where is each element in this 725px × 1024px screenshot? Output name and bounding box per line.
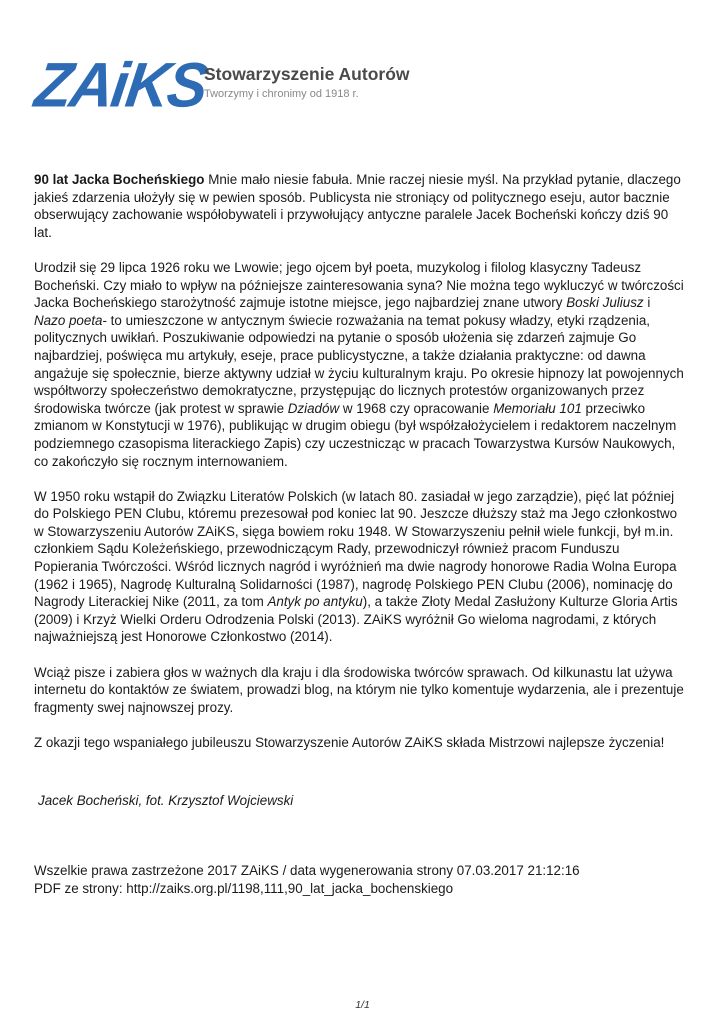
text-run: przeciwko zmianom w Konstytucji w 1976), publikując w drugim obiegu (był współzałożycielem i redaktorem naczelnym podziemnego czasopisma literackiego Zapis) czy uczestnicząc w pracach Towarzystwa Kursów Naukowych, co zakończyło się rocznym internowaniem. [34,400,677,469]
title-nazo-poeta: Nazo poeta [34,312,103,328]
text-run: w 1968 czy opracowanie [339,400,494,416]
page-header [30,49,460,121]
footer-source-url: PDF ze strony: http://zaiks.org.pl/1198,111,90_lat_jacka_bochenskiego [34,880,454,896]
title-memorial-101: Memoriału 101 [493,400,582,416]
paragraph-wishes: Z okazji tego wspaniałego jubileuszu Stowarzyszenie Autorów ZAiKS składa Mistrzowi najlepsze życzenia! [34,735,665,750]
page-footer [34,862,580,897]
title-antyk-po-antyku: Antyk po antyku [267,594,363,610]
title-boski-juliusz: Boski Juliusz [566,295,644,311]
paragraph-awards [34,488,684,646]
footer-rights: Wszelkie prawa zastrzeżone 2017 ZAiKS / data wygenerowania strony 07.03.2017 21:12:16 [34,863,580,878]
title-dziady: Dziadów [287,400,340,416]
org-tagline: Tworzymy i chronimy od 1918 r. [204,88,359,100]
article-title: 90 lat Jacka Bocheńskiego [34,172,205,187]
org-name: Stowarzyszenie Autorów [204,64,410,84]
zaiks-logo: ZAiKS [30,49,211,121]
photo-caption: Jacek Bocheński, fot. Krzysztof Wojciewski [38,793,294,808]
text-run: - to umieszczone w antycznym świecie rozważania na temat pokusy władzy, etyki rządzenia, politycznych uwikłań. Poszukiwanie odpowiedzi na pytanie o sposób ułożenia się zdarzeń zajmuje Go najbardziej, poświęca mu artykuły, eseje, prace publicystyczne, a także działania praktyczne: od dawna angażuje się społecznie, bierze aktywny udział w życiu kulturalnym kraju. Po okresie hipnozy lat powojennych współtworzy społeczeństwo demokratyczne, przystępując do licznych protestów organizowanych przez środowiska twórcze (jak protest w sprawie [34,312,684,416]
paragraph-blog: Wciąż pisze i zabiera głos w ważnych dla kraju i dla środowiska twórców sprawach. Od kilkunastu lat używa internetu do kontaktów ze światem, prowadzi blog, na którym nie tylko komentuje wydarzenia, ale i prezentuje fragmenty swej najnowszej prozy. [34,664,684,715]
text-run: Urodził się 29 lipca 1926 roku we Lwowie; jego ojcem był poeta, muzykolog i filolog klasyczny Tadeusz Bocheński. Czy miało to wpływ na późniejsze zainteresowania syna? Nie można tego wykluczyć w twórczości Jacka Bocheńskiego starożytność zajmuje istotne miejsce, jego najbardziej znane utwory [34,259,684,311]
lead-text: Mnie mało niesie fabuła. Mnie raczej niesie myśl. Na przykład pytanie, dlaczego jakieś zdarzenia ułożyły się w pewien sposób. Publicysta nie stroniący od politycznego eseju, autor bacznie obserwujący zachowanie współobywateli i przywołujący antyczne paralele Jacek Bocheński kończy dziś 90 lat. [34,172,681,240]
paragraph-lead [34,171,684,241]
text-run: i [643,295,651,311]
page-number: 1/1 [355,999,370,1011]
paragraph-biography [34,259,684,470]
text-run: ), a także Złoty Medal Zasłużony Kulturze Gloria Artis (2009) i Krzyż Wielki Orderu Odrodzenia Polski (2013). ZAiKS wyróżnił Go wieloma nagrodami, z których najważniejszą jest Honorowe Członkostwo (2014). [34,594,678,645]
text-run: W 1950 roku wstąpił do Związku Literatów Polskich (w latach 80. zasiadał w jego zarządzie), pięć lat później do Polskiego PEN Clubu, któremu prezesował pod koniec lat 90. Jeszcze dłuższy staż ma Jego członkostwo w Stowarzyszeniu Autorów ZAiKS, sięga bowiem roku 1948. W Stowarzyszeniu pełnił wiele funkcji, był m.in. członkiem Sądu Koleżeńskiego, przewodniczącym Rady, przewodniczył również pracom Funduszu Popierania Twórczości. Wśród licznych nagród i wyróżnień ma dwie nagrody honorowe Radia Wolna Europa (1962 i 1965), Nagrodę Kulturalną Solidarności (1987), nagrodę Polskiego PEN Clubu (2006), nominację do Nagrody Literackiej Nike (2011, za tom [34,488,678,610]
article-body [34,171,684,769]
